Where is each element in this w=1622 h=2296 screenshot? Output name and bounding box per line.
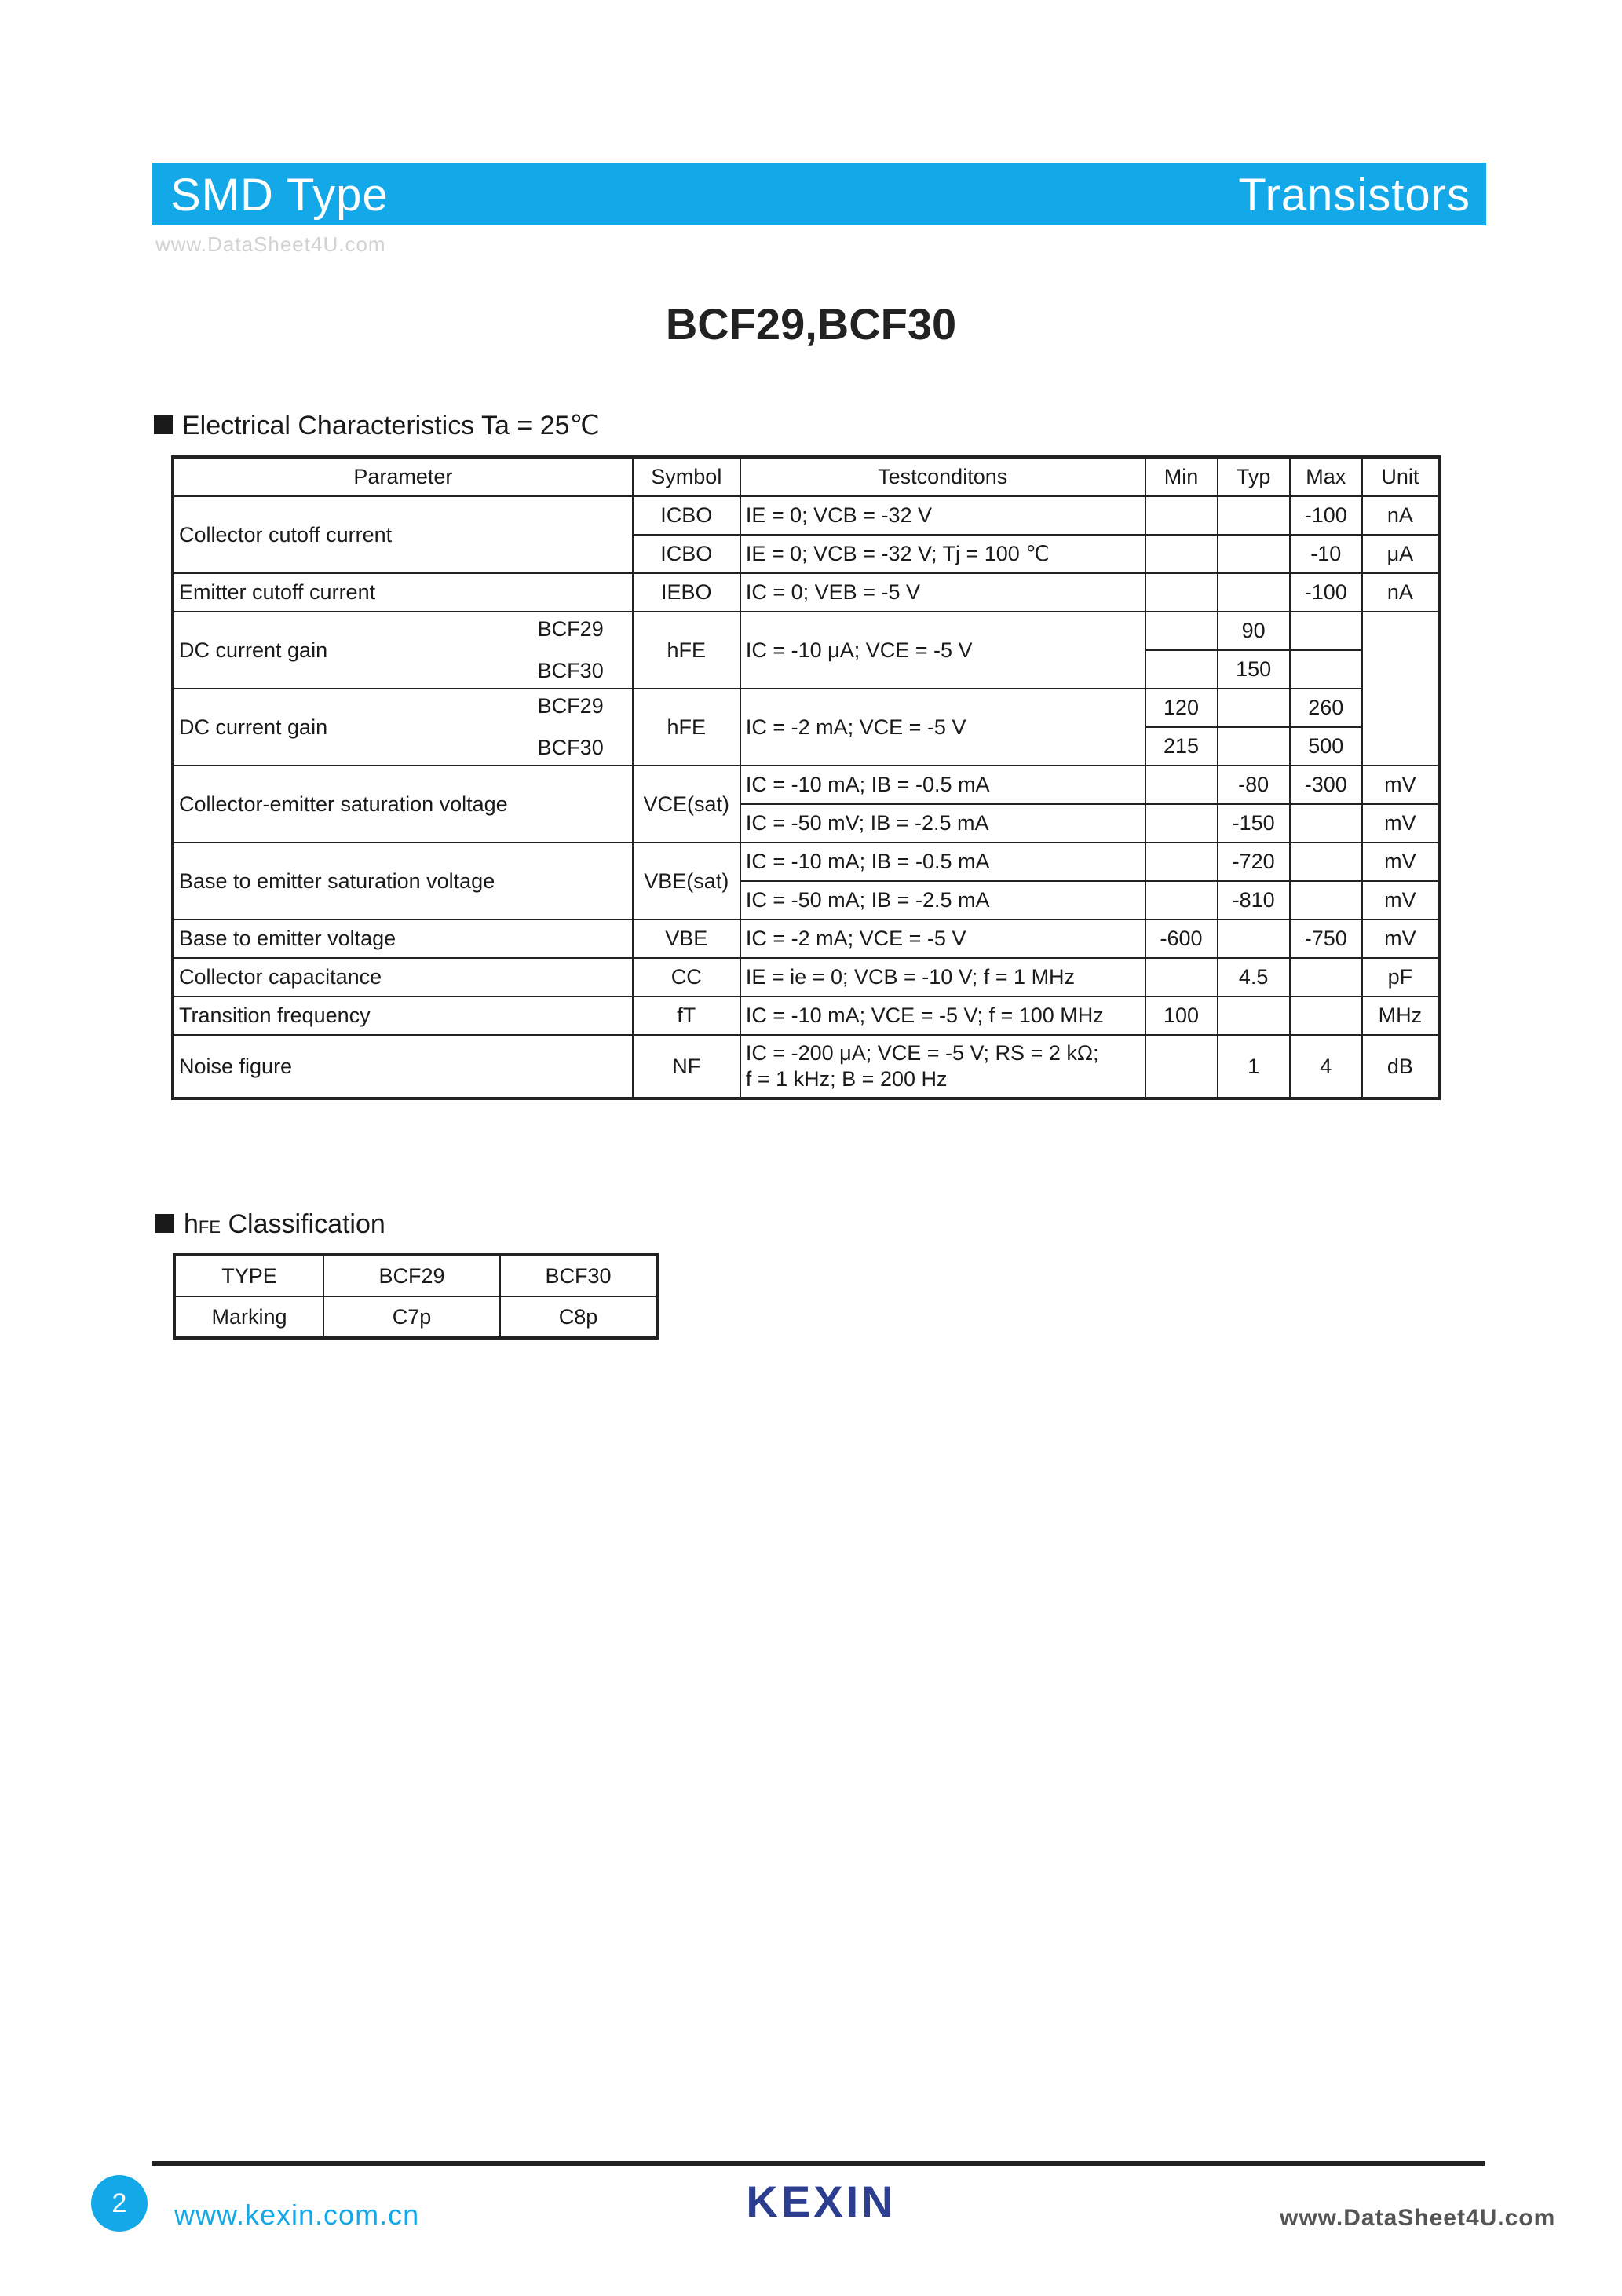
page-number: 2 xyxy=(91,2175,148,2232)
symbol-cell: hFE xyxy=(633,689,740,766)
watermark-top[interactable]: www.DataSheet4U.com xyxy=(155,232,386,256)
param-cell: Collector cutoff current xyxy=(173,496,633,573)
max-cell xyxy=(1290,881,1362,919)
hfe-classification-table xyxy=(173,1253,659,1340)
symbol-cell: hFE xyxy=(633,612,740,689)
unit-cell: MHz xyxy=(1362,996,1439,1035)
table-row xyxy=(173,919,1439,958)
table-row xyxy=(173,843,1439,881)
min-cell: -600 xyxy=(1145,919,1218,958)
symbol-cell: VBE(sat) xyxy=(633,843,740,919)
symbol-cell: VCE(sat) xyxy=(633,766,740,843)
table-cell: Marking xyxy=(174,1296,323,1338)
typ-cell xyxy=(1218,996,1290,1035)
param-cell xyxy=(173,612,633,689)
section-title: Electrical Characteristics Ta = 25℃ xyxy=(182,411,600,441)
param-cell: Emitter cutoff current xyxy=(173,573,633,612)
table-row xyxy=(173,689,1439,727)
min-cell: 215 xyxy=(1145,727,1218,766)
section-title-sub: FE xyxy=(198,1217,221,1237)
param-label: DC current gain xyxy=(179,715,328,739)
logo-text: KEXIN xyxy=(746,2179,897,2226)
table-cell: TYPE xyxy=(174,1255,323,1296)
header-cell: Testconditons xyxy=(740,457,1145,496)
max-cell xyxy=(1290,996,1362,1035)
condition-cell xyxy=(740,1035,1145,1099)
max-cell: 260 xyxy=(1290,689,1362,727)
unit-cell: nA xyxy=(1362,496,1439,535)
header-cell: Parameter xyxy=(173,457,633,496)
section-title-prefix: h xyxy=(184,1209,199,1239)
table-row xyxy=(174,1296,657,1338)
unit-cell: mV xyxy=(1362,881,1439,919)
symbol-cell: VBE xyxy=(633,919,740,958)
table-row xyxy=(173,573,1439,612)
typ-cell xyxy=(1218,535,1290,573)
symbol-cell: ICBO xyxy=(633,535,740,573)
symbol-cell: ICBO xyxy=(633,496,740,535)
table-row xyxy=(173,958,1439,996)
param-cell xyxy=(173,689,633,766)
condition-cell: IC = 0; VEB = -5 V xyxy=(740,573,1145,612)
unit-cell: nA xyxy=(1362,573,1439,612)
min-cell: 100 xyxy=(1145,996,1218,1035)
footer-watermark-link[interactable]: www.DataSheet4U.com xyxy=(1280,2205,1556,2231)
table-row xyxy=(173,996,1439,1035)
unit-cell: pF xyxy=(1362,958,1439,996)
max-cell: -10 xyxy=(1290,535,1362,573)
param-cell: Collector-emitter saturation voltage xyxy=(173,766,633,843)
table-cell: C7p xyxy=(323,1296,500,1338)
unit-cell: mV xyxy=(1362,919,1439,958)
condition-line: IC = -200 μA; VCE = -5 V; RS = 2 kΩ; xyxy=(745,1041,1099,1065)
condition-cell: IE = 0; VCB = -32 V xyxy=(740,496,1145,535)
footer-url-link[interactable]: www.kexin.com.cn xyxy=(174,2199,420,2231)
header-band xyxy=(152,163,1486,225)
typ-cell xyxy=(1218,573,1290,612)
max-cell: -300 xyxy=(1290,766,1362,804)
condition-cell: IC = -10 mA; IB = -0.5 mA xyxy=(740,843,1145,881)
condition-cell: IC = -10 mA; IB = -0.5 mA xyxy=(740,766,1145,804)
typ-cell: -810 xyxy=(1218,881,1290,919)
section-title-rest: Classification xyxy=(221,1209,385,1239)
min-cell xyxy=(1145,958,1218,996)
min-cell xyxy=(1145,1035,1218,1099)
table-cell: BCF29 xyxy=(323,1255,500,1296)
typ-cell: 1 xyxy=(1218,1035,1290,1099)
max-cell xyxy=(1290,843,1362,881)
unit-cell: μA xyxy=(1362,535,1439,573)
min-cell xyxy=(1145,612,1218,650)
variant-label: BCF29 xyxy=(537,694,604,718)
symbol-cell: IEBO xyxy=(633,573,740,612)
header-cell: Max xyxy=(1290,457,1362,496)
page-title: BCF29,BCF30 xyxy=(665,299,957,349)
typ-cell: -80 xyxy=(1218,766,1290,804)
max-cell xyxy=(1290,958,1362,996)
variant-label: BCF30 xyxy=(537,659,604,682)
typ-cell: -150 xyxy=(1218,804,1290,843)
typ-cell xyxy=(1218,689,1290,727)
condition-cell: IC = -50 mA; IB = -2.5 mA xyxy=(740,881,1145,919)
symbol-cell: CC xyxy=(633,958,740,996)
table-header-row xyxy=(173,457,1439,496)
variant-label: BCF30 xyxy=(537,736,604,759)
min-cell xyxy=(1145,535,1218,573)
min-cell xyxy=(1145,843,1218,881)
max-cell: -100 xyxy=(1290,496,1362,535)
typ-cell: -720 xyxy=(1218,843,1290,881)
param-cell: Base to emitter saturation voltage xyxy=(173,843,633,919)
table-row xyxy=(173,1035,1439,1099)
max-cell xyxy=(1290,804,1362,843)
unit-cell: mV xyxy=(1362,843,1439,881)
condition-cell: IC = -10 mA; VCE = -5 V; f = 100 MHz xyxy=(740,996,1145,1035)
header-cell: Min xyxy=(1145,457,1218,496)
typ-cell: 90 xyxy=(1218,612,1290,650)
condition-line: f = 1 kHz; B = 200 Hz xyxy=(745,1067,948,1091)
typ-cell: 150 xyxy=(1218,650,1290,689)
param-label: DC current gain xyxy=(179,638,328,662)
param-cell: Noise figure xyxy=(173,1035,633,1099)
kexin-logo xyxy=(727,2179,915,2226)
table-row xyxy=(173,766,1439,804)
section-hfe-classification xyxy=(155,1209,385,1240)
max-cell: -750 xyxy=(1290,919,1362,958)
section-electrical-characteristics xyxy=(154,410,600,441)
variant-label: BCF29 xyxy=(537,617,604,641)
param-cell: Base to emitter voltage xyxy=(173,919,633,958)
min-cell xyxy=(1145,496,1218,535)
typ-cell xyxy=(1218,496,1290,535)
typ-cell xyxy=(1218,727,1290,766)
unit-cell: dB xyxy=(1362,1035,1439,1099)
min-cell xyxy=(1145,573,1218,612)
max-cell: 500 xyxy=(1290,727,1362,766)
condition-cell: IE = 0; VCB = -32 V; Tj = 100 ℃ xyxy=(740,535,1145,573)
condition-cell: IC = -10 μA; VCE = -5 V xyxy=(740,612,1145,689)
table-cell: C8p xyxy=(500,1296,657,1338)
param-cell: Collector capacitance xyxy=(173,958,633,996)
condition-cell: IE = ie = 0; VCB = -10 V; f = 1 MHz xyxy=(740,958,1145,996)
unit-cell: mV xyxy=(1362,766,1439,804)
header-smd-type: SMD Type xyxy=(170,170,389,221)
typ-cell xyxy=(1218,919,1290,958)
unit-cell xyxy=(1362,612,1439,766)
param-cell: Transition frequency xyxy=(173,996,633,1035)
footer-divider xyxy=(152,2161,1485,2166)
header-transistors: Transistors xyxy=(1238,170,1470,221)
max-cell: -100 xyxy=(1290,573,1362,612)
table-cell: BCF30 xyxy=(500,1255,657,1296)
electrical-characteristics-table xyxy=(171,455,1441,1100)
min-cell xyxy=(1145,881,1218,919)
condition-cell: IC = -2 mA; VCE = -5 V xyxy=(740,689,1145,766)
typ-cell: 4.5 xyxy=(1218,958,1290,996)
min-cell xyxy=(1145,804,1218,843)
min-cell xyxy=(1145,766,1218,804)
max-cell xyxy=(1290,650,1362,689)
min-cell: 120 xyxy=(1145,689,1218,727)
max-cell xyxy=(1290,612,1362,650)
symbol-cell: NF xyxy=(633,1035,740,1099)
table-row xyxy=(174,1255,657,1296)
header-cell: Typ xyxy=(1218,457,1290,496)
bullet-square-icon xyxy=(154,415,173,434)
table-row xyxy=(173,612,1439,650)
condition-cell: IC = -2 mA; VCE = -5 V xyxy=(740,919,1145,958)
unit-cell: mV xyxy=(1362,804,1439,843)
condition-cell: IC = -50 mV; IB = -2.5 mA xyxy=(740,804,1145,843)
table-row xyxy=(173,496,1439,535)
min-cell xyxy=(1145,650,1218,689)
max-cell: 4 xyxy=(1290,1035,1362,1099)
bullet-square-icon xyxy=(155,1214,174,1233)
symbol-cell: fT xyxy=(633,996,740,1035)
header-cell: Unit xyxy=(1362,457,1439,496)
header-cell: Symbol xyxy=(633,457,740,496)
